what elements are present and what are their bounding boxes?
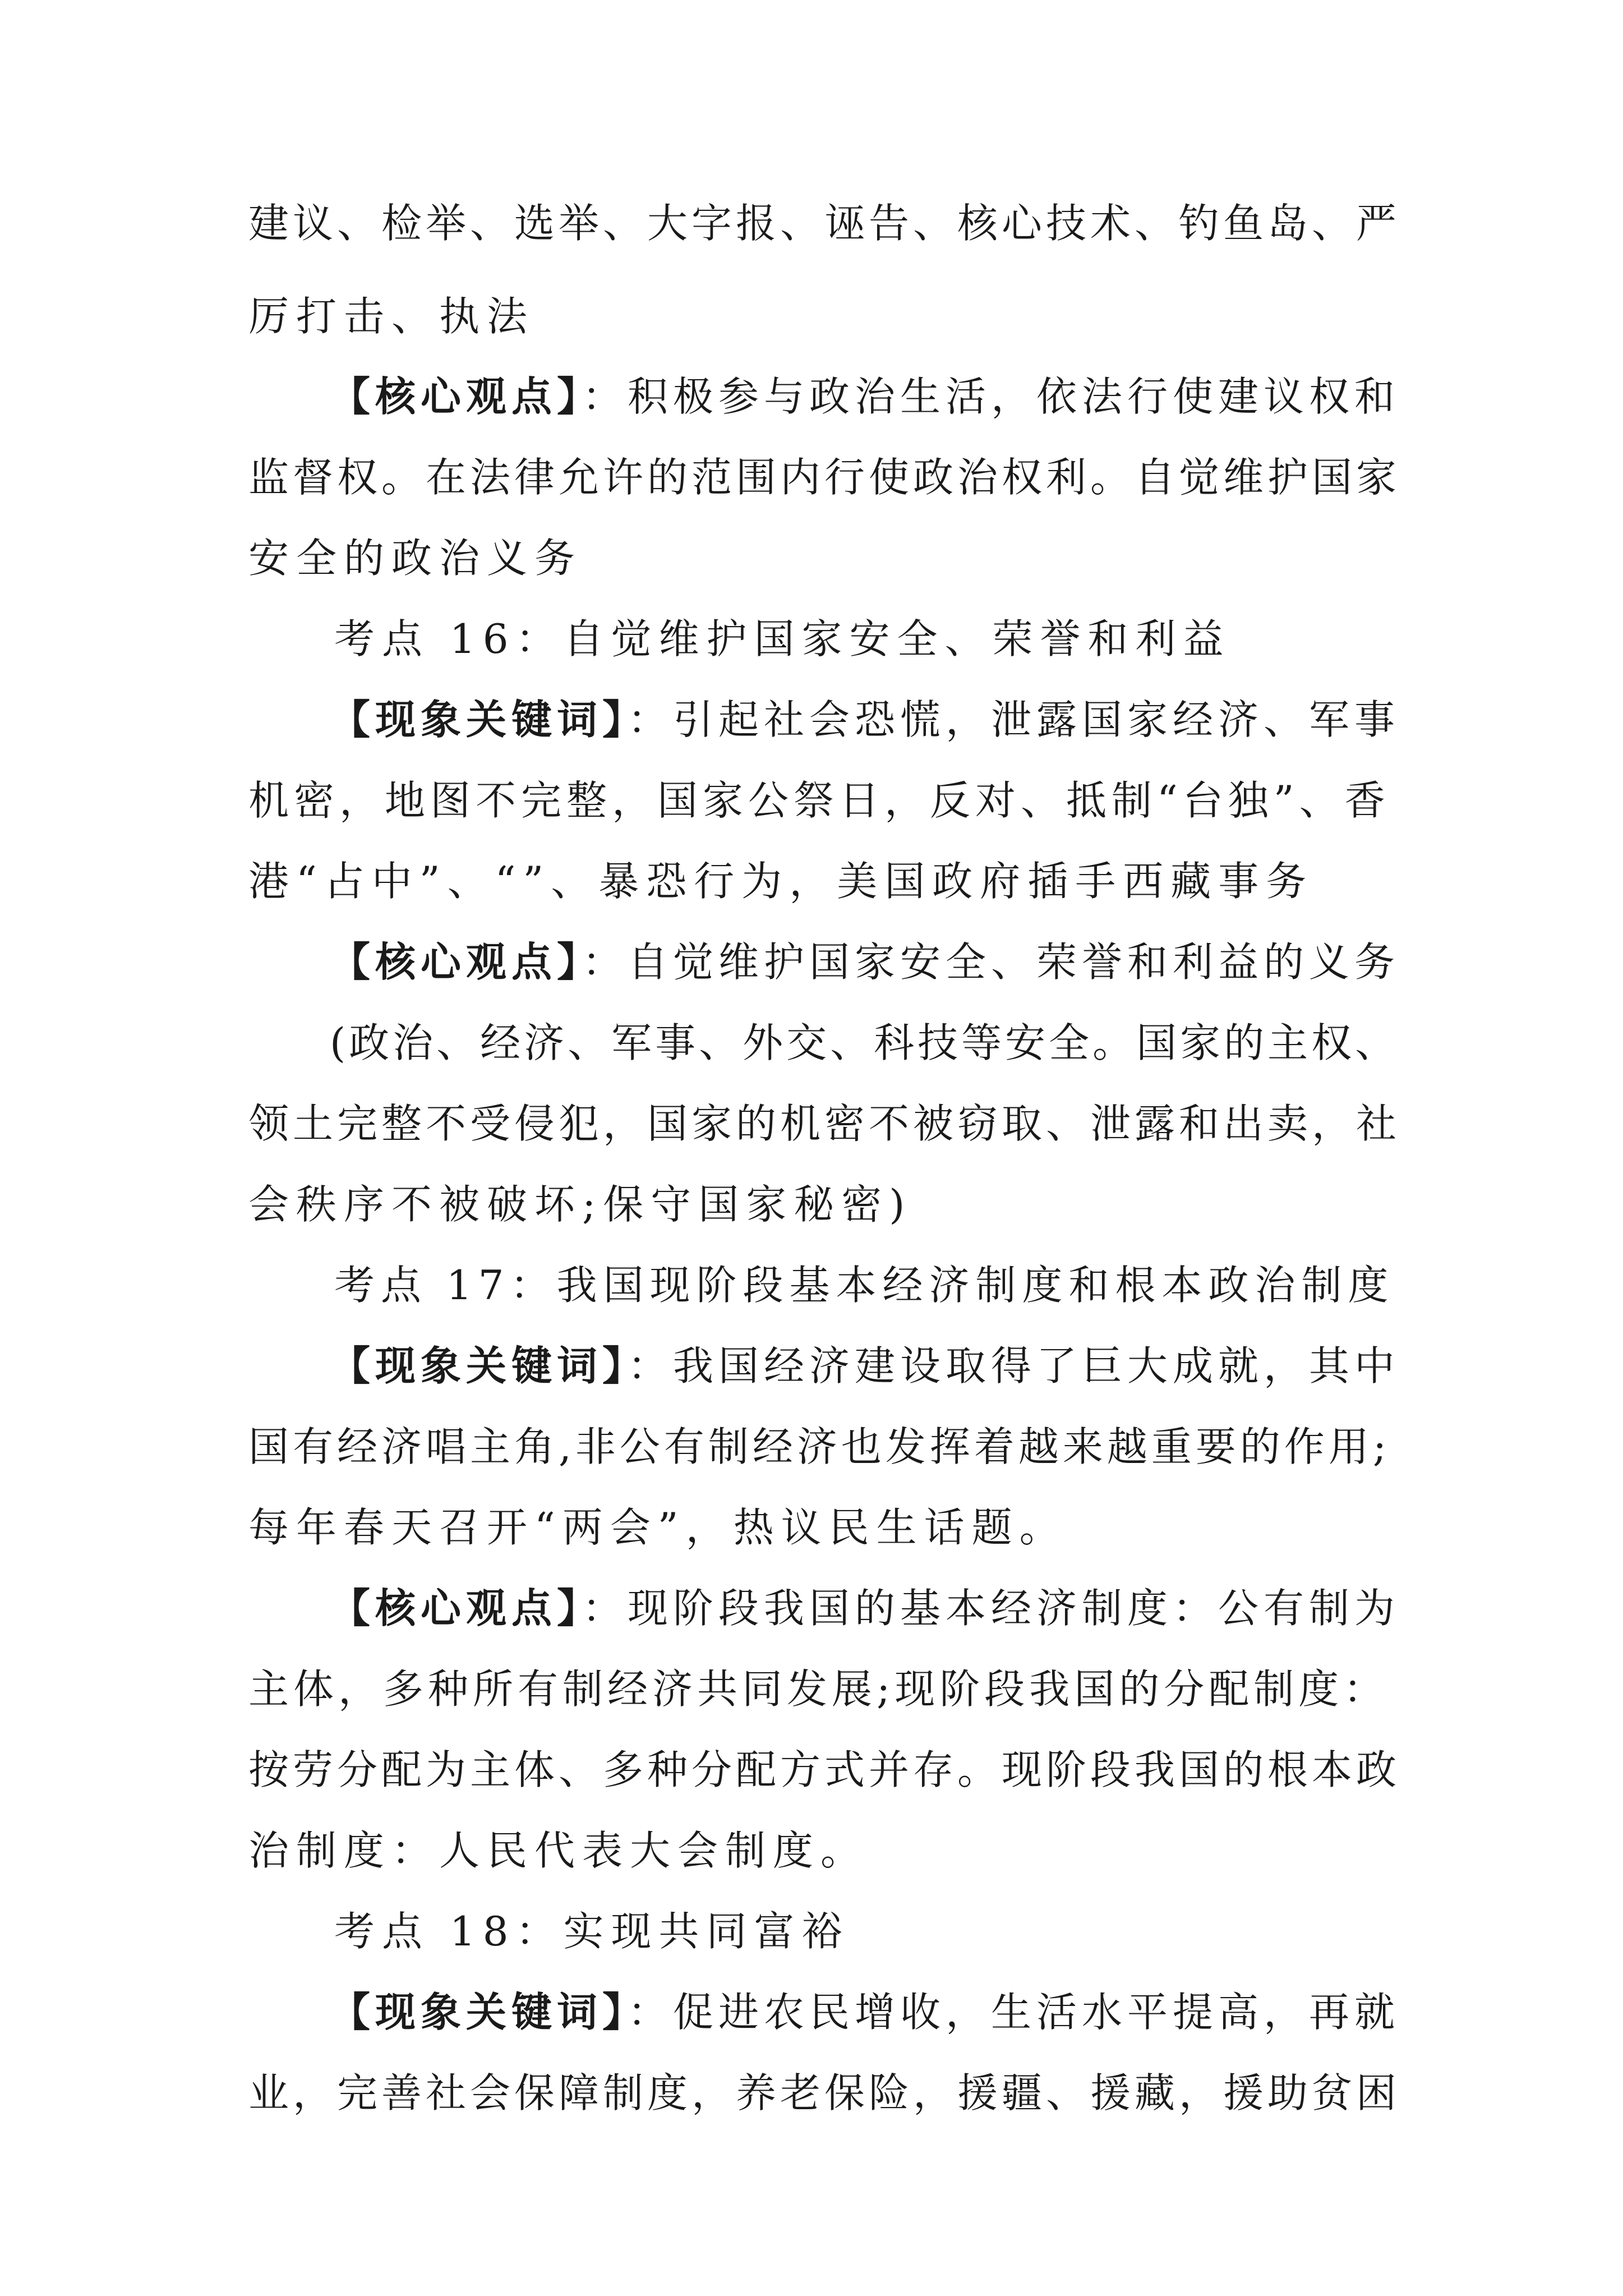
line-text: 治制度：人民代表大会制度。 — [248, 1827, 869, 1874]
bracket-label: 【现象关键词】 — [330, 1988, 628, 2036]
line-text: 厉打击、执法 — [248, 293, 535, 340]
line-text: 按劳分配为主体、多种分配方式并存。现阶段我国的根本政 — [248, 1746, 1401, 1793]
section-heading — [334, 1903, 850, 1959]
line-text: ：我国经济建设取得了巨大成就，其中 — [628, 1342, 1400, 1389]
section-heading — [334, 611, 1231, 667]
bracket-label: 【核心观点】 — [330, 372, 583, 420]
bracket-label: 【核心观点】 — [330, 938, 583, 986]
bracket-label: 【核心观点】 — [330, 1584, 583, 1632]
core-view-line — [330, 1580, 1400, 1636]
keyword-line — [330, 1338, 1400, 1394]
body-line — [248, 288, 534, 344]
body-line — [248, 1176, 912, 1232]
body-line — [248, 1742, 1400, 1798]
line-text: ：积极参与政治生活，依法行使建议权和 — [582, 373, 1400, 420]
line-text: (政治、经济、军事、外交、科技等安全。国家的主权、 — [330, 1019, 1399, 1066]
line-text: ：引起社会恐慌，泄露国家经济、军事 — [628, 696, 1400, 743]
body-line — [248, 449, 1400, 505]
line-text: 安全的政治义务 — [248, 535, 583, 582]
heading-text: 考点 17：我国现阶段基本经济制度和根本政治制度 — [334, 1262, 1395, 1309]
body-line — [248, 772, 1390, 829]
bracket-label: 【现象关键词】 — [330, 1342, 628, 1389]
line-text: 主体，多种所有制经济共同发展;现阶段我国的分配制度： — [248, 1665, 1389, 1713]
line-text: 每年春天召开“两会”，热议民生话题。 — [248, 1504, 1067, 1551]
body-line — [248, 1499, 1067, 1556]
core-view-line — [330, 934, 1400, 990]
keyword-line — [330, 1984, 1400, 2040]
line-text: 机密，地图不完整，国家公祭日，反对、抵制“台独”、香 — [248, 777, 1390, 824]
body-line — [248, 853, 1313, 909]
keyword-line — [330, 692, 1400, 748]
line-text: ：现阶段我国的基本经济制度：公有制为 — [582, 1585, 1400, 1632]
body-line — [248, 1419, 1390, 1475]
line-text: 领土完整不受侵犯，国家的机密不被窃取、泄露和出卖，社 — [248, 1100, 1401, 1147]
body-line — [248, 1823, 868, 1879]
body-line — [330, 1015, 1399, 1071]
body-line — [248, 195, 1400, 251]
body-line — [248, 1661, 1388, 1717]
heading-text: 考点 18：实现共同富裕 — [334, 1908, 850, 1955]
line-text: 港“占中”、“”、暴恐行为，美国政府插手西藏事务 — [248, 858, 1314, 905]
line-text: 国有经济唱主角,非公有制经济也发挥着越来越重要的作用; — [248, 1423, 1391, 1470]
body-line — [248, 2065, 1400, 2121]
line-text: 建议、检举、选举、大字报、诬告、核心技术、钓鱼岛、严 — [248, 200, 1401, 247]
line-text: ：促进农民增收，生活水平提高，再就 — [628, 1989, 1400, 2036]
core-view-line — [330, 369, 1400, 425]
line-text: 业，完善社会保障制度，养老保险，援疆、援藏，援助贫困 — [248, 2069, 1401, 2116]
line-text: 监督权。在法律允许的范围内行使政治权利。自觉维护国家 — [248, 454, 1401, 501]
section-heading — [334, 1257, 1395, 1313]
line-text: ：自觉维护国家安全、荣誉和利益的义务 — [582, 938, 1400, 986]
bracket-label: 【现象关键词】 — [330, 696, 628, 743]
body-line — [248, 1096, 1400, 1152]
body-line — [248, 530, 582, 586]
line-text: 会秩序不被破坏;保守国家秘密) — [248, 1181, 912, 1228]
heading-text: 考点 16：自觉维护国家安全、荣誉和利益 — [334, 615, 1231, 662]
